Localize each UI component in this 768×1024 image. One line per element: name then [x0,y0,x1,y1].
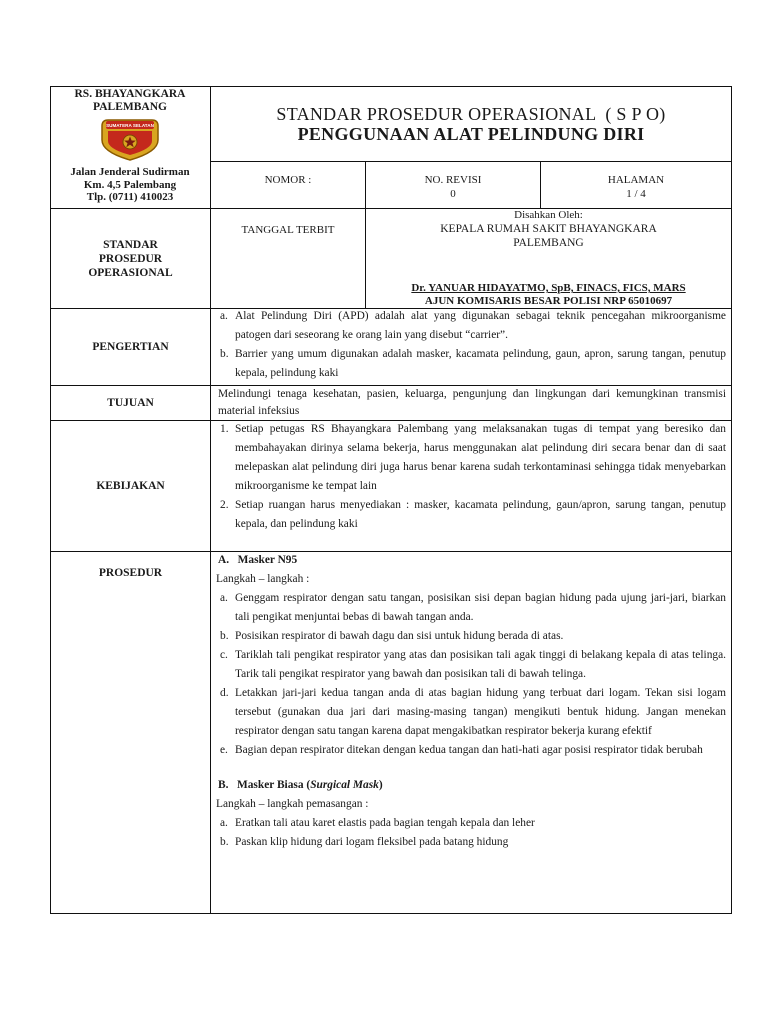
step-text: Bagian depan respirator ditekan dengan kedua tangan dan hati-hati agar posisi respirator tidak berubah [235,744,703,756]
section-b-title: B. Masker Biasa (Surgical Mask) [218,779,383,791]
signer-block [366,282,731,307]
list-marker: b. [220,836,229,848]
list-marker: b. [220,348,229,360]
list-marker: 1. [220,423,229,435]
signer-name: Dr. YANUAR HIDAYATMO, SpB, FINACS, FICS, MARS [411,282,686,294]
halaman-value: 1 / 4 [626,188,646,200]
section-a-step [214,741,726,760]
nomor-label: NOMOR : [264,174,312,186]
document-type: STANDAR PROSEDUR OPERASIONAL ( S P O) [276,104,666,124]
pengertian-content [214,307,726,383]
list-marker: b. [220,630,229,642]
prosedur-label: PROSEDUR [98,567,163,579]
kepala-label-2: PALEMBANG [513,237,584,249]
step-text: Paskan klip hidung dari logam fleksibel pada batang hidung [235,836,509,848]
police-logo [98,116,162,162]
section-a-intro: Langkah – langkah : [216,573,310,585]
list-marker: c. [220,649,228,661]
revisi-label: NO. REVISI [424,174,482,186]
tujuan-text: Melindungi tenaga kesehatan, pasien, keluarga, pengunjung dan lingkungan dari kemungkinan transmisi material infeksius [218,388,726,417]
logo-banner-text: SUMATERA SELATAN [106,123,154,128]
column-divider [210,86,211,914]
disahkan-block [366,208,731,250]
table-border-right [731,86,732,914]
step-text: Eratkan tali atau karet elastis pada bagian tengah kepala dan leher [235,817,535,829]
kebijakan-label: KEBIJAKAN [96,480,165,492]
tanggal-terbit-label: TANGGAL TERBIT [241,224,335,236]
list-marker: e. [220,744,228,756]
revisi-cell [366,174,540,200]
spo-document [50,86,732,914]
pengertian-item [214,307,726,345]
section-b-intro: Langkah – langkah pemasangan : [216,798,369,810]
halaman-cell [541,174,731,200]
list-marker: 2. [220,499,229,511]
row-divider-title [210,161,732,162]
kebijakan-text: Setiap petugas RS Bhayangkara Palembang yang melaksanakan tugas di tempat yang beresiko dan membahayakan dirinya selama bekerja, harus menggunakan alat pelindung diri secara benar dan di saat melepaskan alat pelindung diri juga harus benar karena sudah terkontaminasi sehingga tidak menyebarkan mikroorganisme ke tempat lain [235,423,726,492]
prosedur-content [214,552,726,852]
kebijakan-item [214,420,726,496]
list-marker: a. [220,592,228,604]
kebijakan-text: Setiap ruangan harus menyediakan : masker, kacamata pelindung, gaun/apron, sarung tangan, penutup kepala, dan pelindung kaki [235,499,726,530]
section-a-title: A. Masker N95 [218,554,298,566]
section-b-step [214,833,726,852]
section-a-step [214,627,726,646]
step-text: Letakkan jari-jari kedua tangan anda di atas bagian hidung yang terbuat dari logam. Tekan sisi logam tersebut (gunakan dua jari dari masing-masing tangan) mengikuti bentuk hidung. Jangan menekan respirator dengan satu tangan karena dapat mengakibatkan respirator bekerja kurang efektif [235,687,726,737]
pengertian-label: PENGERTIAN [92,341,169,353]
section-b-step [214,814,726,833]
step-text: Posisikan respirator di bawah dagu dan sisi untuk hidung berada di atas. [235,630,564,642]
signer-rank: AJUN KOMISARIS BESAR POLISI NRP 65010697 [424,294,673,307]
list-marker: a. [220,817,228,829]
pengertian-text: Alat Pelindung Diri (APD) adalah alat yang digunakan sebagai teknik pencegahan mikroorganisme patogen dari seseorang ke orang lain yang disebut “carrier”. [235,310,726,341]
halaman-label: HALAMAN [607,174,665,186]
section-a-step [214,646,726,684]
kepala-label-1: KEPALA RUMAH SAKIT BHAYANGKARA [440,223,657,235]
spo-label: STANDAR PROSEDUR OPERASIONAL [88,238,173,279]
list-marker: d. [220,687,229,699]
hospital-address: Jalan Jenderal Sudirman Km. 4,5 Palembang Tlp. (0711) 410023 [70,166,190,203]
step-text: Genggam respirator dengan satu tangan, posisikan sisi depan bagian hidung pada ujung jari-jari, biarkan tali pengikat menjuntai bebas di bawah tangan anda. [235,592,726,623]
table-border-bottom [50,913,732,914]
document-title: PENGGUNAAN ALAT PELINDUNG DIRI [297,124,645,144]
step-text: Tariklah tali pengikat respirator yang atas dan posisikan tali agak tinggi di belakang kepala di atas telinga. Tarik tali pengikat respirator yang bawah dan posisikan tali di bawah telinga. [235,649,726,680]
pengertian-text: Barrier yang umum digunakan adalah masker, kacamata pelindung, gaun, apron, sarung tangan, penutup kepala, pelindung kaki [235,348,726,379]
section-a-step [214,684,726,741]
disahkan-label: Disahkan Oleh: [514,209,583,221]
pengertian-item [214,345,726,383]
revisi-value: 0 [450,188,456,200]
list-marker: a. [220,310,228,322]
tujuan-label: TUJUAN [107,397,154,409]
kebijakan-content [214,420,726,534]
kebijakan-item [214,496,726,534]
section-a-step [214,589,726,627]
hospital-name: RS. BHAYANGKARA PALEMBANG [74,88,186,113]
table-border-top [50,86,732,87]
